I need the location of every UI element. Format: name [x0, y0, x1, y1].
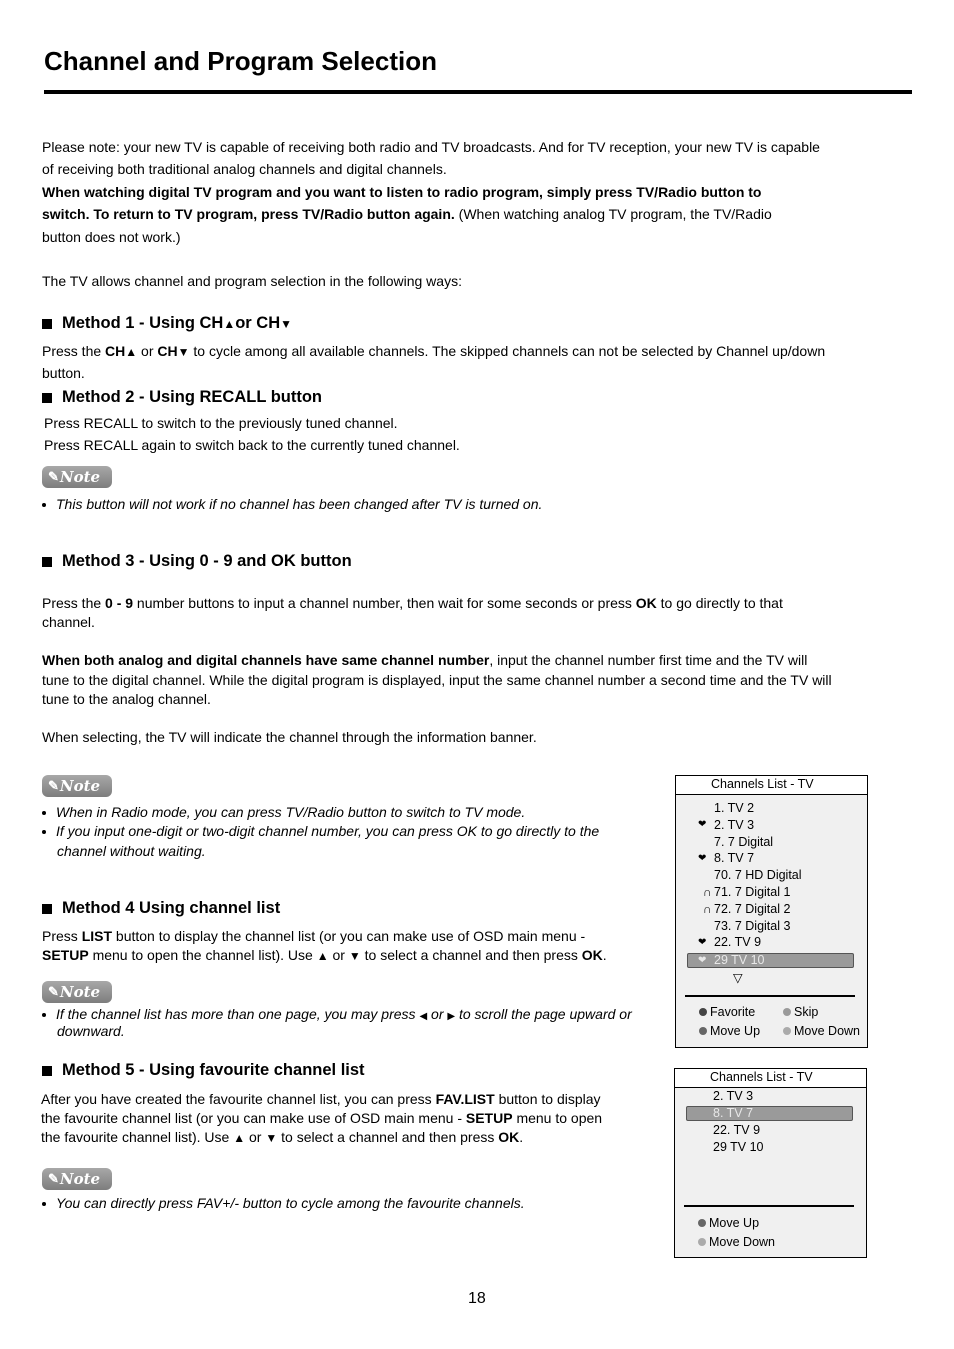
title-rule: [44, 90, 912, 94]
legend-move-up: Move Up: [710, 1024, 761, 1038]
legend-favorite: Favorite: [710, 1005, 756, 1019]
down-arrow-icon: ▼: [280, 316, 293, 331]
favorite-dot-icon: [699, 1008, 707, 1016]
bullet-dot: [42, 830, 46, 834]
text-bold: When both analog and digital channels have same channel number: [42, 652, 490, 668]
note-label: Note: [59, 1170, 101, 1188]
method1-body: [42, 340, 825, 363]
method3-p1: [42, 594, 783, 613]
note-badge: [42, 466, 112, 488]
method2-heading-text: Method 2 - Using RECALL button: [62, 388, 322, 406]
text: , input the channel number first time and the TV will: [489, 652, 808, 668]
text: the favourite channel list (or you can make use of OSD main menu -: [41, 1110, 466, 1126]
method3-heading: [42, 552, 352, 571]
channel-list-title: Channels List - TV: [711, 777, 814, 791]
method2-heading: [42, 388, 322, 407]
method5-note: [42, 1194, 525, 1213]
text: or: [137, 343, 158, 359]
text: After you have created the favourite channel list, you can press: [41, 1091, 436, 1107]
text-bold: 0 - 9: [105, 595, 134, 611]
note-text: When in Radio mode, you can press TV/Radio button to switch to TV mode.: [56, 804, 526, 820]
bullet-square: [42, 319, 52, 329]
channel-list-panel: [675, 775, 868, 1048]
method2-line-1: Press RECALL to switch to the previously tuned channel.: [44, 415, 398, 431]
bullet-dot: [42, 811, 46, 815]
bullet-square: [42, 557, 52, 567]
fav-channel-item[interactable]: 2. TV 3: [713, 1089, 754, 1103]
paperclip-icon: ✎: [48, 1171, 59, 1187]
intro-bold-line-1: When watching digital TV program and you want to listen to radio program, simply press TV/Radio button to: [42, 184, 762, 200]
fav-channel-item[interactable]: 22. TV 9: [713, 1123, 761, 1137]
method3-p2-line-3: tune to the analog channel.: [42, 691, 211, 707]
method3-note-1: [42, 803, 525, 822]
skip-dot-icon: [783, 1008, 791, 1016]
down-arrow-icon: ▼: [348, 949, 361, 963]
text: to cycle among all available channels. The skipped channels can not be selected by Channel up/down: [189, 343, 826, 359]
up-arrow-icon: ▲: [223, 316, 236, 331]
move-down-dot-icon: [698, 1238, 706, 1246]
channel-list-header: [676, 776, 867, 795]
text: to select a channel and then press: [277, 1129, 499, 1145]
channel-item[interactable]: 1. TV 2: [714, 801, 755, 815]
text: .: [519, 1129, 524, 1145]
selected-channel-item[interactable]: [687, 953, 854, 968]
divider: [685, 995, 855, 997]
text-bold: OK: [581, 947, 603, 963]
bullet-dot: [42, 1202, 46, 1206]
channel-item[interactable]: 71. 7 Digital 1: [714, 885, 791, 899]
channel-item[interactable]: 7. 7 Digital: [714, 835, 774, 849]
paperclip-icon: ✎: [48, 778, 59, 794]
heart-icon: ❤: [698, 937, 707, 948]
legend-skip: Skip: [794, 1005, 819, 1019]
method3-p2-line-2: tune to the digital channel. While the digital program is displayed, input the same channel number a second time and the TV will: [42, 672, 832, 688]
intro-bold-line-2: switch. To return to TV program, press TV/Radio button again.: [42, 206, 455, 222]
text: Press: [42, 928, 82, 944]
intro-ways: The TV allows channel and program selection in the following ways:: [42, 273, 462, 289]
note-text: This button will not work if no channel has been changed after TV is turned on.: [56, 496, 543, 512]
selected-fav-channel-label: 8. TV 7: [713, 1106, 754, 1120]
legend-move-down: Move Down: [709, 1235, 775, 1249]
text-bold: FAV.LIST: [435, 1091, 495, 1107]
note-text: You can directly press FAV+/- button to cycle among the favourite channels.: [56, 1195, 525, 1211]
intro-line-2: of receiving both traditional analog channels and digital channels.: [42, 161, 447, 177]
method3-p3: When selecting, the TV will indicate the channel through the information banner.: [42, 729, 537, 745]
channel-item[interactable]: 22. TV 9: [714, 935, 762, 949]
note-text: If the channel list has more than one page, you may press: [56, 1006, 420, 1022]
method3-note-2: [42, 822, 599, 841]
text: or: [328, 947, 349, 963]
method4-note-line-2: downward.: [57, 1023, 125, 1039]
method5-line-1: [41, 1090, 601, 1109]
selected-channel-label: 29 TV 10: [714, 953, 765, 967]
paperclip-icon: ✎: [48, 984, 59, 1000]
method1-heading-mid: or CH: [235, 314, 281, 332]
text: Press the: [42, 595, 106, 611]
text-bold: OK: [498, 1129, 520, 1145]
radio-icon: ∩: [703, 902, 712, 916]
move-up-dot-icon: [698, 1219, 706, 1227]
method1-heading: [42, 314, 292, 333]
text: to go directly to that: [656, 595, 783, 611]
text-bold: SETUP: [42, 947, 89, 963]
note-badge: [42, 981, 112, 1003]
down-arrow-icon: ▼: [177, 345, 190, 359]
paperclip-icon: ✎: [48, 469, 59, 485]
channel-item[interactable]: 73. 7 Digital 3: [714, 919, 791, 933]
bullet-square: [42, 904, 52, 914]
selected-fav-channel-item[interactable]: [686, 1106, 853, 1121]
channel-item[interactable]: 70. 7 HD Digital: [714, 868, 802, 882]
intro-line-4: button does not work.): [42, 229, 181, 245]
method4-heading-text: Method 4 Using channel list: [62, 899, 281, 917]
method4-note: [42, 1005, 632, 1026]
text: the favourite channel list). Use: [41, 1129, 234, 1145]
text-bold: OK: [635, 595, 657, 611]
method4-line-1: [42, 927, 585, 946]
text-bold: SETUP: [465, 1110, 513, 1126]
note-label: Note: [59, 777, 101, 795]
note-text: or: [427, 1006, 448, 1022]
method5-line-3: [41, 1128, 523, 1148]
method5-heading: [42, 1061, 365, 1080]
note-label: Note: [59, 468, 101, 486]
favourite-list-title: Channels List - TV: [710, 1070, 813, 1084]
move-up-dot-icon: [699, 1027, 707, 1035]
up-arrow-icon: ▲: [316, 949, 329, 963]
text-bold: CH: [105, 343, 126, 359]
favourite-list-panel: [674, 1068, 867, 1258]
fav-channel-item[interactable]: 29 TV 10: [713, 1140, 764, 1154]
page-title: Channel and Program Selection: [44, 46, 437, 76]
scroll-down-icon[interactable]: ▽: [733, 971, 743, 985]
text-bold: CH: [157, 343, 178, 359]
intro-line-1: Please note: your new TV is capable of receiving both radio and TV broadcasts. And for TV reception, your new TV is capable: [42, 139, 820, 155]
up-arrow-icon: ▲: [233, 1131, 246, 1145]
channel-item[interactable]: 72. 7 Digital 2: [714, 902, 791, 916]
channel-item[interactable]: 2. TV 3: [714, 818, 755, 832]
move-down-dot-icon: [783, 1027, 791, 1035]
method2-line-2: Press RECALL again to switch back to the currently tuned channel.: [44, 437, 460, 453]
text: to select a channel and then press: [360, 947, 582, 963]
note-badge: [42, 1168, 112, 1190]
heart-icon: ❤: [698, 819, 707, 830]
method3-p1-line-2: channel.: [42, 614, 95, 630]
method1-body-line-2: button.: [42, 365, 85, 381]
text-bold: LIST: [81, 928, 113, 944]
heart-icon: ❤: [698, 955, 707, 966]
bullet-square: [42, 393, 52, 403]
method3-note-2-line-2: channel without waiting.: [57, 843, 206, 859]
text: Press the: [42, 343, 106, 359]
heart-icon: ❤: [698, 853, 707, 864]
legend-move-up: Move Up: [709, 1216, 760, 1230]
divider: [684, 1205, 854, 1207]
bullet-dot: [42, 1013, 46, 1017]
favourite-list-header: [675, 1069, 866, 1088]
text: number buttons to input a channel number, then wait for some seconds or press: [133, 595, 636, 611]
text: or: [245, 1129, 266, 1145]
bullet-dot: [42, 503, 46, 507]
text: .: [602, 947, 607, 963]
up-arrow-icon: ▲: [125, 345, 138, 359]
method3-p2: [42, 651, 807, 670]
text: menu to open: [512, 1110, 603, 1126]
method1-heading-pre: Method 1 - Using CH: [62, 314, 224, 332]
left-arrow-icon: ◀: [419, 1011, 428, 1022]
radio-icon: ∩: [703, 885, 712, 899]
bullet-square: [42, 1066, 52, 1076]
legend-move-down: Move Down: [794, 1024, 860, 1038]
note-text: If you input one-digit or two-digit channel number, you can press OK to go directly to the: [56, 823, 600, 839]
method2-note: [42, 495, 542, 514]
intro-line-3: [42, 203, 772, 225]
intro-line-3-rest: (When watching analog TV program, the TV/Radio: [454, 206, 772, 222]
text: menu to open the channel list). Use: [88, 947, 317, 963]
note-label: Note: [59, 983, 101, 1001]
method5-line-2: [41, 1109, 602, 1128]
down-arrow-icon: ▼: [265, 1131, 278, 1145]
method3-heading-text: Method 3 - Using 0 - 9 and OK button: [62, 552, 352, 570]
right-arrow-icon: ▶: [447, 1011, 456, 1022]
text: button to display: [494, 1091, 601, 1107]
channel-item[interactable]: 8. TV 7: [714, 851, 755, 865]
page-number: 18: [468, 1290, 486, 1307]
method4-heading: [42, 899, 280, 918]
note-badge: [42, 775, 112, 797]
text: button to display the channel list (or you can make use of OSD main menu -: [112, 928, 586, 944]
method5-heading-text: Method 5 - Using favourite channel list: [62, 1061, 365, 1079]
method4-line-2: [42, 946, 607, 966]
note-text: to scroll the page upward or: [455, 1006, 632, 1022]
